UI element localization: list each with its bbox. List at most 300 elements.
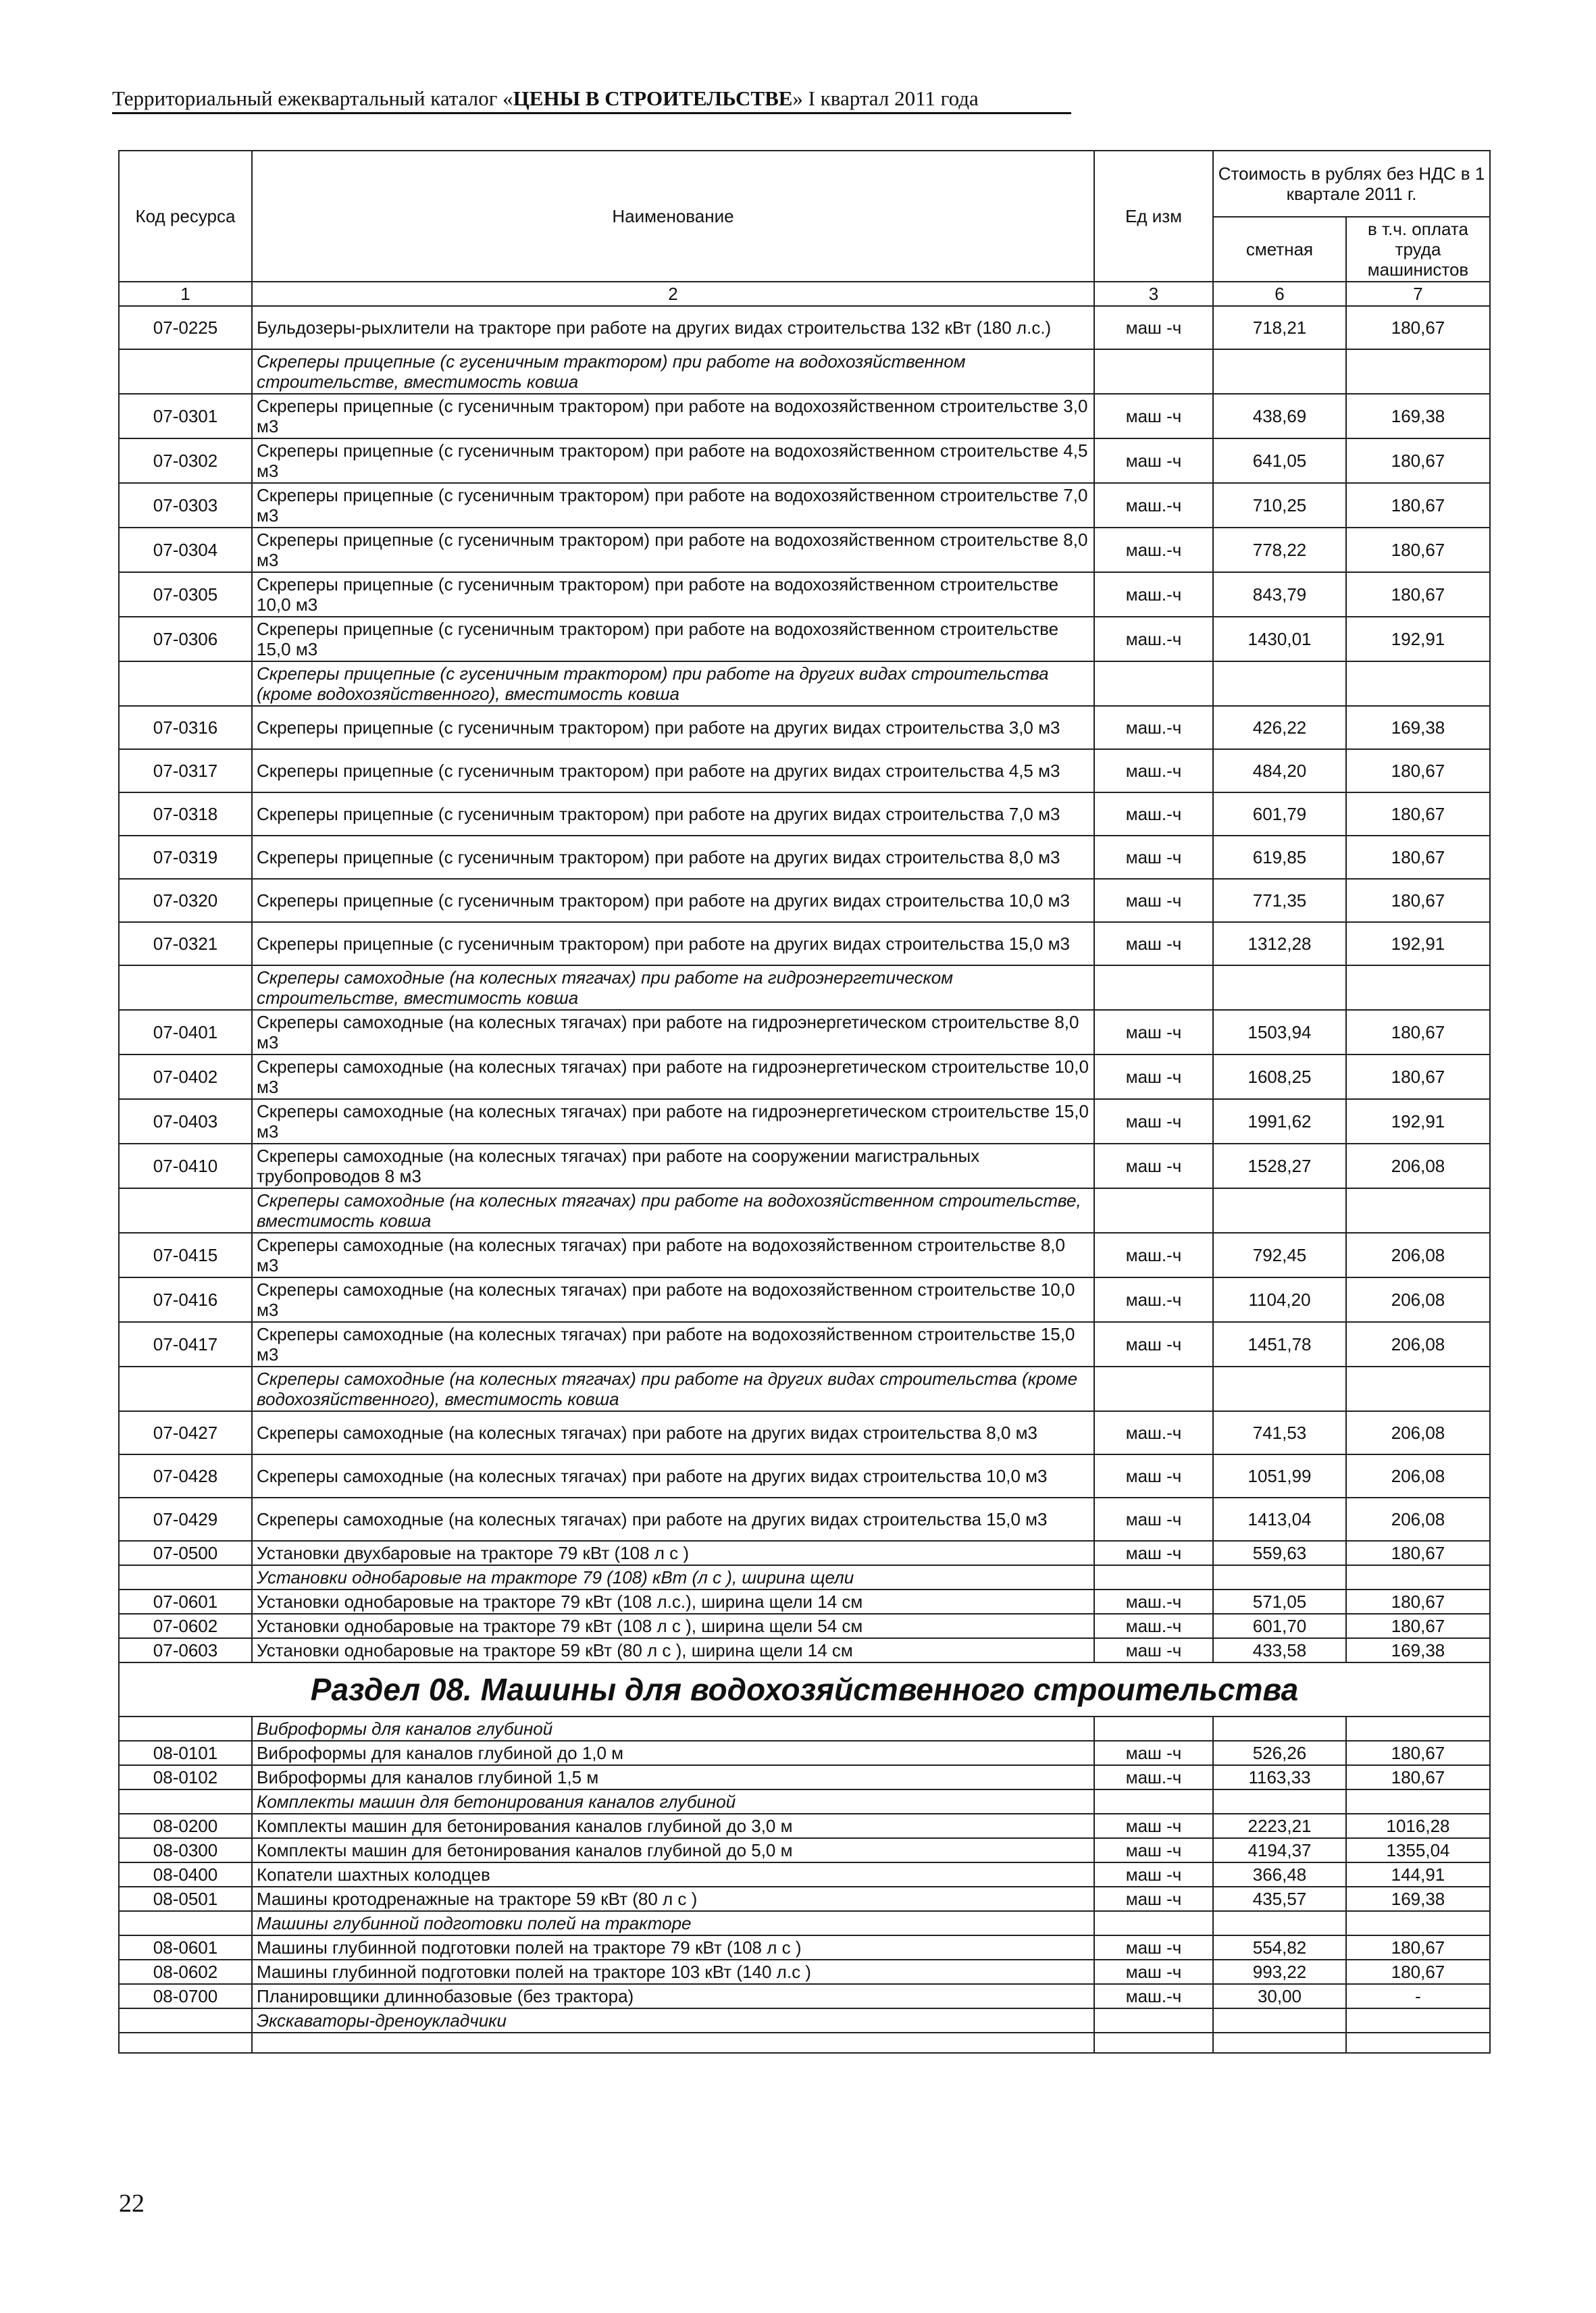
estimated-price: 771,35: [1213, 879, 1346, 922]
empty-cell: [1346, 2033, 1490, 2053]
resource-code: 08-0102: [119, 1765, 252, 1789]
group-heading-row: [119, 349, 1490, 394]
resource-name: Скреперы прицепные (с гусеничным трактором) при работе на водохозяйственном строительстве 4,5 м3: [252, 438, 1094, 483]
unit-cell: [1094, 2008, 1213, 2033]
empty-cell: [1094, 2033, 1213, 2053]
estimated-price: 484,20: [1213, 749, 1346, 792]
resource-code: 07-0304: [119, 528, 252, 572]
resource-name: Комплекты машин для бетонирования каналов глубиной до 5,0 м: [252, 1838, 1094, 1862]
col-header-cost-group: Стоимость в рублях без НДС в 1 квартале 2011 г.: [1213, 151, 1490, 217]
operator-wage: 206,08: [1346, 1322, 1490, 1367]
table-row: [119, 1862, 1490, 1887]
group-heading-row: [119, 661, 1490, 706]
table-row: [119, 1741, 1490, 1765]
operator-wage: 206,08: [1346, 1277, 1490, 1322]
table-row: [119, 1887, 1490, 1911]
estimated-price: 792,45: [1213, 1233, 1346, 1277]
table-row: [119, 617, 1490, 661]
resource-name: Скреперы самоходные (на колесных тягачах) при работе на водохозяйственном строительстве 10,0 м3: [252, 1277, 1094, 1322]
resource-code: 07-0415: [119, 1233, 252, 1277]
operator-wage: 180,67: [1346, 1010, 1490, 1054]
estimated-price: 1051,99: [1213, 1454, 1346, 1498]
operator-wage: 180,67: [1346, 792, 1490, 836]
unit-of-measure: маш -ч: [1094, 438, 1213, 483]
operator-wage: 180,67: [1346, 1054, 1490, 1099]
resource-code: 08-0501: [119, 1887, 252, 1911]
estimated-price: 710,25: [1213, 483, 1346, 528]
estimated-price: 778,22: [1213, 528, 1346, 572]
resource-name: Копатели шахтных колодцев: [252, 1862, 1094, 1887]
estimated-price: 1104,20: [1213, 1277, 1346, 1322]
estimated-price: 571,05: [1213, 1590, 1346, 1614]
operator-wage: 180,67: [1346, 749, 1490, 792]
resource-name: Скреперы самоходные (на колесных тягачах) при работе на водохозяйственном строительстве 8,0 м3: [252, 1233, 1094, 1277]
col-number: 7: [1346, 282, 1490, 306]
resource-name: Скреперы самоходные (на колесных тягачах) при работе на других видах строительства 15,0 м3: [252, 1498, 1094, 1541]
estimated-price: 619,85: [1213, 836, 1346, 879]
resource-code: 08-0602: [119, 1960, 252, 1984]
operator-wage: 192,91: [1346, 617, 1490, 661]
estimated-price: 559,63: [1213, 1541, 1346, 1565]
estimated-price: 426,22: [1213, 706, 1346, 749]
resource-code: 07-0427: [119, 1411, 252, 1454]
estimated-price: 2223,21: [1213, 1814, 1346, 1838]
table-row: [119, 306, 1490, 349]
unit-of-measure: маш.-ч: [1094, 572, 1213, 617]
section-title: Раздел 08. Машины для водохозяйственного строительства: [119, 1662, 1490, 1717]
resource-name: Скреперы прицепные (с гусеничным трактором) при работе на других видах строительства 8,0 м3: [252, 836, 1094, 879]
resource-code: 07-0410: [119, 1144, 252, 1188]
resource-code: 07-0225: [119, 306, 252, 349]
operator-wage: 206,08: [1346, 1498, 1490, 1541]
col-header-code: Код ресурса: [119, 151, 252, 282]
estimated-price: 718,21: [1213, 306, 1346, 349]
table-row: [119, 749, 1490, 792]
unit-cell: [1094, 1911, 1213, 1935]
operator-wage: 192,91: [1346, 1099, 1490, 1144]
price-cell: [1213, 1911, 1346, 1935]
wage-cell: [1346, 1789, 1490, 1814]
resource-code: 07-0319: [119, 836, 252, 879]
resource-code: 08-0700: [119, 1984, 252, 2008]
estimated-price: 433,58: [1213, 1638, 1346, 1662]
empty-row: [119, 2033, 1490, 2053]
table-body: [119, 306, 1490, 2053]
price-cell: [1213, 1789, 1346, 1814]
code-cell: [119, 661, 252, 706]
table-row: [119, 1498, 1490, 1541]
resource-code: 07-0316: [119, 706, 252, 749]
resource-code: 07-0417: [119, 1322, 252, 1367]
table-row: [119, 1322, 1490, 1367]
table-row: [119, 1984, 1490, 2008]
operator-wage: 180,67: [1346, 1541, 1490, 1565]
operator-wage: 180,67: [1346, 836, 1490, 879]
operator-wage: 180,67: [1346, 1960, 1490, 1984]
resource-code: 08-0200: [119, 1814, 252, 1838]
resource-name: Скреперы прицепные (с гусеничным трактором) при работе на водохозяйственном строительстве 8,0 м3: [252, 528, 1094, 572]
resource-code: 07-0401: [119, 1010, 252, 1054]
resource-code: 07-0402: [119, 1054, 252, 1099]
resource-name: Скреперы прицепные (с гусеничным трактором) при работе на других видах строительства 4,5 м3: [252, 749, 1094, 792]
unit-of-measure: маш -ч: [1094, 1935, 1213, 1960]
resource-code: 07-0317: [119, 749, 252, 792]
code-cell: [119, 1565, 252, 1590]
price-cell: [1213, 1565, 1346, 1590]
operator-wage: 1355,04: [1346, 1838, 1490, 1862]
table-row: [119, 1590, 1490, 1614]
wage-cell: [1346, 1911, 1490, 1935]
table-row: [119, 1960, 1490, 1984]
unit-of-measure: маш -ч: [1094, 1862, 1213, 1887]
unit-of-measure: маш.-ч: [1094, 1590, 1213, 1614]
resource-name: Скреперы самоходные (на колесных тягачах) при работе на сооружении магистральных трубопроводов 8 м3: [252, 1144, 1094, 1188]
col-number: 1: [119, 282, 252, 306]
operator-wage: 180,67: [1346, 1590, 1490, 1614]
estimated-price: 601,79: [1213, 792, 1346, 836]
resource-code: 07-0500: [119, 1541, 252, 1565]
wage-cell: [1346, 1565, 1490, 1590]
estimated-price: 30,00: [1213, 1984, 1346, 2008]
operator-wage: 180,67: [1346, 438, 1490, 483]
group-title: Экскаваторы-дреноукладчики: [252, 2008, 1094, 2033]
resource-name: Скреперы самоходные (на колесных тягачах) при работе на гидроэнергетическом строительстве 10,0 м3: [252, 1054, 1094, 1099]
wage-cell: [1346, 1188, 1490, 1233]
group-title: Машины глубинной подготовки полей на тракторе: [252, 1911, 1094, 1935]
unit-of-measure: маш.-ч: [1094, 792, 1213, 836]
estimated-price: 1163,33: [1213, 1765, 1346, 1789]
unit-cell: [1094, 1367, 1213, 1411]
resource-code: 07-0301: [119, 394, 252, 438]
wage-cell: [1346, 1367, 1490, 1411]
table-row: [119, 572, 1490, 617]
resource-code: 07-0318: [119, 792, 252, 836]
table-row: [119, 706, 1490, 749]
table-row: [119, 1054, 1490, 1099]
unit-of-measure: маш.-ч: [1094, 1614, 1213, 1638]
unit-of-measure: маш -ч: [1094, 1814, 1213, 1838]
resource-name: Виброформы для каналов глубиной 1,5 м: [252, 1765, 1094, 1789]
unit-of-measure: маш -ч: [1094, 1099, 1213, 1144]
code-cell: [119, 1789, 252, 1814]
unit-of-measure: маш -ч: [1094, 836, 1213, 879]
estimated-price: 1608,25: [1213, 1054, 1346, 1099]
estimated-price: 741,53: [1213, 1411, 1346, 1454]
unit-of-measure: маш.-ч: [1094, 1765, 1213, 1789]
unit-of-measure: маш -ч: [1094, 306, 1213, 349]
operator-wage: 180,67: [1346, 1614, 1490, 1638]
unit-of-measure: маш.-ч: [1094, 483, 1213, 528]
estimated-price: 366,48: [1213, 1862, 1346, 1887]
unit-cell: [1094, 965, 1213, 1010]
code-cell: [119, 965, 252, 1010]
operator-wage: 1016,28: [1346, 1814, 1490, 1838]
table-row: [119, 1935, 1490, 1960]
unit-cell: [1094, 1717, 1213, 1741]
resource-code: 08-0300: [119, 1838, 252, 1862]
resource-name: Скреперы прицепные (с гусеничным трактором) при работе на других видах строительства 7,0 м3: [252, 792, 1094, 836]
resource-code: 07-0320: [119, 879, 252, 922]
table-row: [119, 1144, 1490, 1188]
resource-code: 08-0400: [119, 1862, 252, 1887]
resource-name: Скреперы прицепные (с гусеничным трактором) при работе на водохозяйственном строительстве 15,0 м3: [252, 617, 1094, 661]
operator-wage: 192,91: [1346, 922, 1490, 965]
unit-cell: [1094, 661, 1213, 706]
empty-cell: [1213, 2033, 1346, 2053]
unit-of-measure: маш -ч: [1094, 922, 1213, 965]
estimated-price: 438,69: [1213, 394, 1346, 438]
resource-code: 07-0428: [119, 1454, 252, 1498]
resource-code: 07-0403: [119, 1099, 252, 1144]
group-heading-row: [119, 1911, 1490, 1935]
wage-cell: [1346, 1717, 1490, 1741]
table-row: [119, 1814, 1490, 1838]
unit-of-measure: маш -ч: [1094, 1144, 1213, 1188]
col-number: 2: [252, 282, 1094, 306]
table-row: [119, 528, 1490, 572]
group-title: Установки однобаровые на тракторе 79 (108) кВт (л с ), ширина щели: [252, 1565, 1094, 1590]
resource-name: Скреперы самоходные (на колесных тягачах) при работе на гидроэнергетическом строительстве 15,0 м3: [252, 1099, 1094, 1144]
group-heading-row: [119, 965, 1490, 1010]
section-heading-row: [119, 1662, 1490, 1717]
operator-wage: 180,67: [1346, 1765, 1490, 1789]
operator-wage: 180,67: [1346, 572, 1490, 617]
estimated-price: 1503,94: [1213, 1010, 1346, 1054]
group-title: Виброформы для каналов глубиной: [252, 1717, 1094, 1741]
estimated-price: 641,05: [1213, 438, 1346, 483]
estimated-price: 526,26: [1213, 1741, 1346, 1765]
table-row: [119, 1411, 1490, 1454]
unit-of-measure: маш -ч: [1094, 1498, 1213, 1541]
unit-of-measure: маш -ч: [1094, 1838, 1213, 1862]
table-row: [119, 922, 1490, 965]
col-header-unit: Ед изм: [1094, 151, 1213, 282]
code-cell: [119, 2008, 252, 2033]
operator-wage: 180,67: [1346, 483, 1490, 528]
group-title: Скреперы прицепные (с гусеничным трактором) при работе на других видах строительства (кроме водохозяйственного), вместимость ковша: [252, 661, 1094, 706]
unit-of-measure: маш -ч: [1094, 1010, 1213, 1054]
unit-of-measure: маш -ч: [1094, 1054, 1213, 1099]
price-table: [118, 150, 1491, 2054]
resource-code: 07-0302: [119, 438, 252, 483]
code-cell: [119, 1911, 252, 1935]
unit-of-measure: маш.-ч: [1094, 1984, 1213, 2008]
resource-name: Скреперы прицепные (с гусеничным трактором) при работе на других видах строительства 15,0 м3: [252, 922, 1094, 965]
resource-name: Установки однобаровые на тракторе 59 кВт (80 л с ), ширина щели 14 см: [252, 1638, 1094, 1662]
col-number: 3: [1094, 282, 1213, 306]
group-heading-row: [119, 1717, 1490, 1741]
resource-name: Установки однобаровые на тракторе 79 кВт (108 л.с.), ширина щели 14 см: [252, 1590, 1094, 1614]
resource-name: Скреперы самоходные (на колесных тягачах) при работе на водохозяйственном строительстве 15,0 м3: [252, 1322, 1094, 1367]
operator-wage: 144,91: [1346, 1862, 1490, 1887]
table-row: [119, 1765, 1490, 1789]
resource-code: 07-0429: [119, 1498, 252, 1541]
code-cell: [119, 1717, 252, 1741]
price-cell: [1213, 1717, 1346, 1741]
empty-cell: [119, 2033, 252, 2053]
resource-name: Машины глубинной подготовки полей на тракторе 79 кВт (108 л с ): [252, 1935, 1094, 1960]
operator-wage: -: [1346, 1984, 1490, 2008]
resource-name: Скреперы самоходные (на колесных тягачах) при работе на других видах строительства 10,0 м3: [252, 1454, 1094, 1498]
unit-of-measure: маш -ч: [1094, 879, 1213, 922]
operator-wage: 206,08: [1346, 1144, 1490, 1188]
resource-name: Комплекты машин для бетонирования каналов глубиной до 3,0 м: [252, 1814, 1094, 1838]
unit-of-measure: маш -ч: [1094, 1960, 1213, 1984]
wage-cell: [1346, 965, 1490, 1010]
unit-cell: [1094, 1789, 1213, 1814]
table-row: [119, 1099, 1490, 1144]
operator-wage: 206,08: [1346, 1454, 1490, 1498]
table-row: [119, 1614, 1490, 1638]
resource-name: Машины кротодренажные на тракторе 59 кВт (80 л с ): [252, 1887, 1094, 1911]
resource-name: Установки однобаровые на тракторе 79 кВт (108 л с ), ширина щели 54 см: [252, 1614, 1094, 1638]
operator-wage: 180,67: [1346, 528, 1490, 572]
estimated-price: 1528,27: [1213, 1144, 1346, 1188]
empty-cell: [252, 2033, 1094, 2053]
resource-name: Скреперы прицепные (с гусеничным трактором) при работе на других видах строительства 10,0 м3: [252, 879, 1094, 922]
group-heading-row: [119, 1789, 1490, 1814]
estimated-price: 1430,01: [1213, 617, 1346, 661]
group-title: Скреперы прицепные (с гусеничным трактором) при работе на водохозяйственном строительстве, вместимость ковша: [252, 349, 1094, 394]
estimated-price: 1451,78: [1213, 1322, 1346, 1367]
table-row: [119, 1838, 1490, 1862]
unit-cell: [1094, 1565, 1213, 1590]
unit-of-measure: маш -ч: [1094, 1454, 1213, 1498]
estimated-price: 993,22: [1213, 1960, 1346, 1984]
unit-of-measure: маш.-ч: [1094, 706, 1213, 749]
resource-name: Скреперы прицепные (с гусеничным трактором) при работе на водохозяйственном строительстве 10,0 м3: [252, 572, 1094, 617]
price-cell: [1213, 349, 1346, 394]
code-cell: [119, 349, 252, 394]
group-title: Скреперы самоходные (на колесных тягачах) при работе на водохозяйственном строительстве, вместимость ковша: [252, 1188, 1094, 1233]
table-row: [119, 1010, 1490, 1054]
estimated-price: 4194,37: [1213, 1838, 1346, 1862]
table-row: [119, 1277, 1490, 1322]
unit-of-measure: маш -ч: [1094, 1741, 1213, 1765]
unit-cell: [1094, 1188, 1213, 1233]
resource-name: Машины глубинной подготовки полей на тракторе 103 кВт (140 л.с ): [252, 1960, 1094, 1984]
table-row: [119, 1541, 1490, 1565]
operator-wage: 206,08: [1346, 1411, 1490, 1454]
table-row: [119, 836, 1490, 879]
operator-wage: 169,38: [1346, 394, 1490, 438]
price-cell: [1213, 2008, 1346, 2033]
wage-cell: [1346, 349, 1490, 394]
operator-wage: 180,67: [1346, 879, 1490, 922]
table-row: [119, 1638, 1490, 1662]
estimated-price: 1413,04: [1213, 1498, 1346, 1541]
resource-code: 07-0603: [119, 1638, 252, 1662]
estimated-price: 435,57: [1213, 1887, 1346, 1911]
table-row: [119, 483, 1490, 528]
operator-wage: 169,38: [1346, 1638, 1490, 1662]
operator-wage: 180,67: [1346, 306, 1490, 349]
header-prefix: Территориальный ежеквартальный каталог «: [112, 86, 513, 110]
resource-code: 07-0303: [119, 483, 252, 528]
resource-code: 07-0305: [119, 572, 252, 617]
header-suffix: » I квартал 2011 года: [792, 86, 979, 110]
col-header-name: Наименование: [252, 151, 1094, 282]
page-number: 22: [119, 2189, 145, 2218]
resource-name: Скреперы прицепные (с гусеничным трактором) при работе на водохозяйственном строительстве 3,0 м3: [252, 394, 1094, 438]
unit-of-measure: маш.-ч: [1094, 1411, 1213, 1454]
resource-name: Планировщики длиннобазовые (без трактора): [252, 1984, 1094, 2008]
estimated-price: 554,82: [1213, 1935, 1346, 1960]
table-row: [119, 438, 1490, 483]
resource-name: Виброформы для каналов глубиной до 1,0 м: [252, 1741, 1094, 1765]
operator-wage: 180,67: [1346, 1935, 1490, 1960]
group-title: Комплекты машин для бетонирования каналов глубиной: [252, 1789, 1094, 1814]
code-cell: [119, 1367, 252, 1411]
table-row: [119, 879, 1490, 922]
estimated-price: 1991,62: [1213, 1099, 1346, 1144]
resource-name: Установки двухбаровые на тракторе 79 кВт (108 л с ): [252, 1541, 1094, 1565]
group-heading-row: [119, 1565, 1490, 1590]
unit-of-measure: маш -ч: [1094, 1887, 1213, 1911]
operator-wage: 180,67: [1346, 1741, 1490, 1765]
price-cell: [1213, 1188, 1346, 1233]
unit-of-measure: маш -ч: [1094, 394, 1213, 438]
resource-code: 07-0306: [119, 617, 252, 661]
resource-name: Бульдозеры-рыхлители на тракторе при работе на других видах строительства 132 кВт (180 л.с.): [252, 306, 1094, 349]
price-cell: [1213, 965, 1346, 1010]
resource-code: 07-0601: [119, 1590, 252, 1614]
operator-wage: 169,38: [1346, 706, 1490, 749]
page-header: [112, 86, 1071, 114]
wage-cell: [1346, 661, 1490, 706]
group-heading-row: [119, 2008, 1490, 2033]
unit-of-measure: маш.-ч: [1094, 1233, 1213, 1277]
unit-of-measure: маш.-ч: [1094, 1277, 1213, 1322]
unit-of-measure: маш.-ч: [1094, 749, 1213, 792]
unit-of-measure: маш -ч: [1094, 1322, 1213, 1367]
unit-of-measure: маш.-ч: [1094, 617, 1213, 661]
resource-code: 07-0602: [119, 1614, 252, 1638]
table-row: [119, 792, 1490, 836]
price-cell: [1213, 661, 1346, 706]
resource-code: 08-0101: [119, 1741, 252, 1765]
table-row: [119, 394, 1490, 438]
resource-code: 07-0416: [119, 1277, 252, 1322]
resource-name: Скреперы самоходные (на колесных тягачах) при работе на других видах строительства 8,0 м3: [252, 1411, 1094, 1454]
unit-of-measure: маш -ч: [1094, 1541, 1213, 1565]
unit-of-measure: маш.-ч: [1094, 528, 1213, 572]
group-title: Скреперы самоходные (на колесных тягачах) при работе на гидроэнергетическом строительстве, вместимость ковша: [252, 965, 1094, 1010]
wage-cell: [1346, 2008, 1490, 2033]
resource-code: 08-0601: [119, 1935, 252, 1960]
operator-wage: 169,38: [1346, 1887, 1490, 1911]
col-number: 6: [1213, 282, 1346, 306]
estimated-price: 1312,28: [1213, 922, 1346, 965]
group-heading-row: [119, 1188, 1490, 1233]
estimated-price: 601,70: [1213, 1614, 1346, 1638]
header-catalog-name: ЦЕНЫ В СТРОИТЕЛЬСТВЕ: [513, 86, 793, 110]
price-cell: [1213, 1367, 1346, 1411]
unit-cell: [1094, 349, 1213, 394]
resource-name: Скреперы самоходные (на колесных тягачах) при работе на гидроэнергетическом строительстве 8,0 м3: [252, 1010, 1094, 1054]
code-cell: [119, 1188, 252, 1233]
unit-of-measure: маш -ч: [1094, 1638, 1213, 1662]
col-header-wages: в т.ч. оплата труда машинистов: [1346, 217, 1490, 282]
resource-name: Скреперы прицепные (с гусеничным трактором) при работе на других видах строительства 3,0 м3: [252, 706, 1094, 749]
table-row: [119, 1233, 1490, 1277]
estimated-price: 843,79: [1213, 572, 1346, 617]
table-row: [119, 1454, 1490, 1498]
resource-name: Скреперы прицепные (с гусеничным трактором) при работе на водохозяйственном строительстве 7,0 м3: [252, 483, 1094, 528]
group-title: Скреперы самоходные (на колесных тягачах) при работе на других видах строительства (кроме водохозяйственного), вместимость ковша: [252, 1367, 1094, 1411]
resource-code: 07-0321: [119, 922, 252, 965]
operator-wage: 206,08: [1346, 1233, 1490, 1277]
